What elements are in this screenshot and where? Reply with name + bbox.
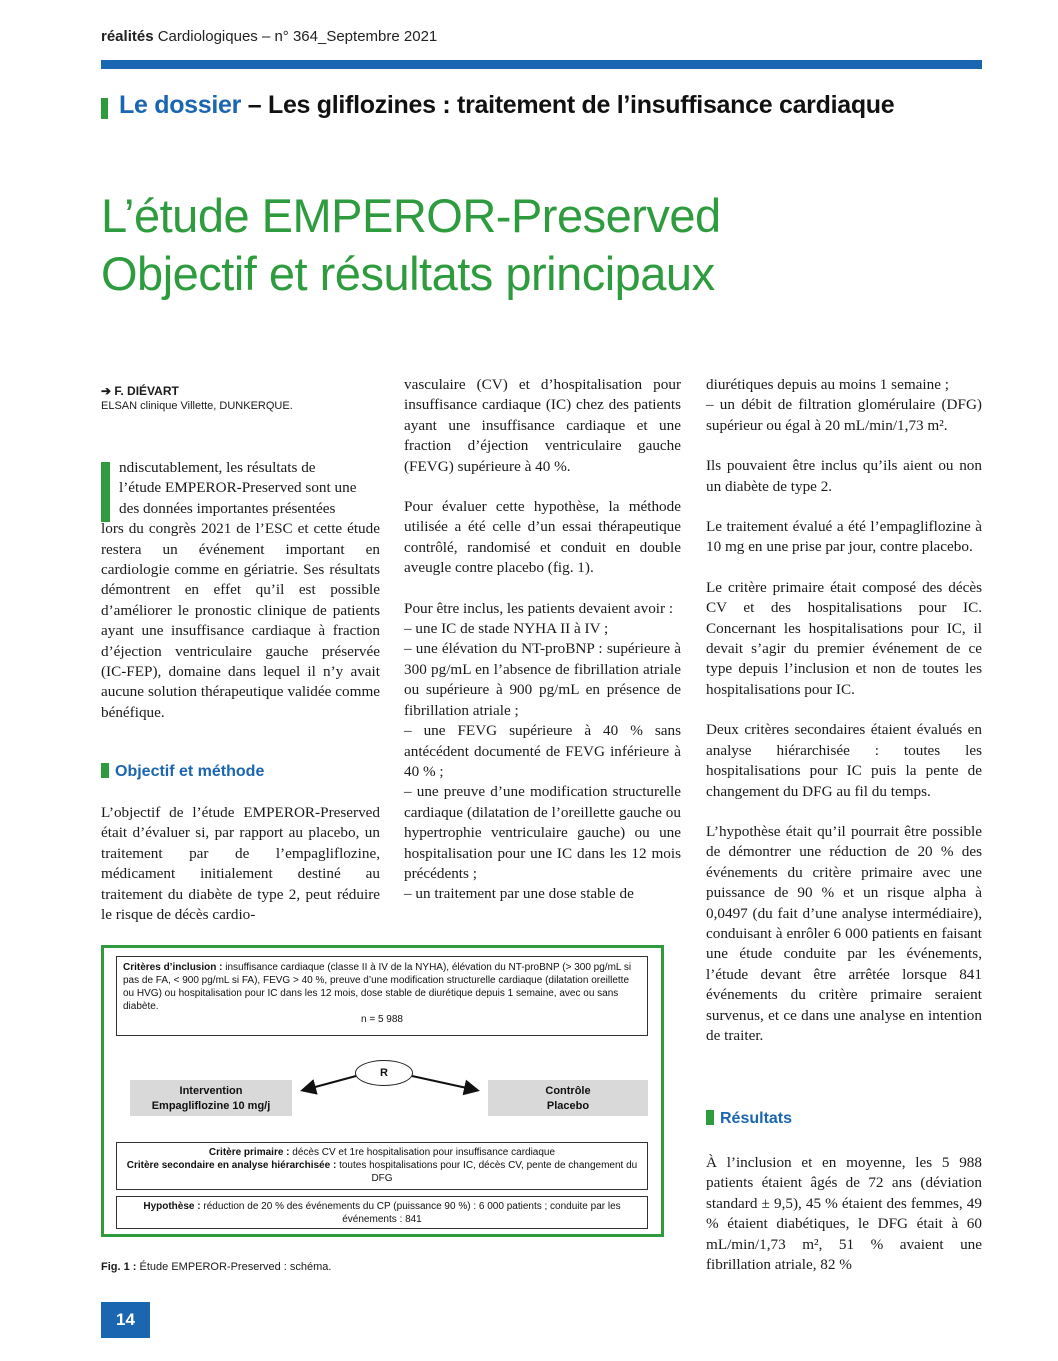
paragraph-primary-endpoint: Le critère primaire était composé des décès CV et des hospitalisations pour IC. Concernant les hospitalisations pour IC, il devait s’agir du premier événement de ce type depuis l’inclusion et non de toutes les hospitalisations pour IC. — [706, 578, 982, 698]
control-arm — [488, 1080, 648, 1116]
primary-text: décès CV et 1re hospitalisation pour insuffisance cardiaque — [292, 1147, 556, 1158]
intervention-title: Intervention — [179, 1085, 243, 1097]
criterion-item: – une FEVG supérieure à 40 % sans antécédent documenté de FEVG inférieure à 40 % ; — [404, 722, 681, 780]
dossier-label: Le dossier — [119, 91, 242, 119]
intro-paragraph: lors du congrès 2021 de l’ESC et cette étude restera un événement important en cardiologie comme en gériatrie. Ses résultats démontrent en effet qu’il est possible d’améliorer le pronostic clinique de patients ayant une insuffisance cardiaque à fraction d’éjection ventriculaire gauche préservée (IC-FEP), domaine dans lequel il n’y avait aucune solution thérapeutique validée comme bénéfique. — [101, 520, 380, 721]
column-3 — [706, 375, 982, 1046]
sample-size: n = 5 988 — [361, 1014, 403, 1025]
dossier-heading — [119, 91, 894, 120]
criterion-item: – une élévation du NT-proBNP : supérieure à 300 pg/mL en l’absence de fibrillation atriale ou supérieure à 900 pg/mL en présence de fibrillation atriale ; — [404, 640, 681, 719]
paragraph-results: À l’inclusion et en moyenne, les 5 988 patients étaient âgés de 72 ans (déviation standard ± 9,5), 45 % étaient des femmes, 49 % étaient diabétiques, le DFG était à 60 mL/min/1,73 m², 51 % avaient une fibrillation atriale, 82 % — [706, 1154, 982, 1274]
article-title-line-1: L’étude EMPEROR-Preserved — [101, 189, 721, 242]
paragraph-inclusion-intro: Pour être inclus, les patients devaient avoir : — [404, 599, 674, 617]
page-number: 14 — [101, 1302, 150, 1338]
journal-header — [101, 28, 437, 45]
column-1 — [101, 458, 380, 723]
figure-caption — [101, 1261, 331, 1273]
paragraph-method: Pour évaluer cette hypothèse, la méthode utilisée a été celle d’un essai thérapeutique contrôlé, randomisé et conduit en double aveugle contre placebo (fig. 1). — [404, 498, 681, 577]
hypothesis-text: réduction de 20 % des événements du CP (puissance 90 %) : 6 000 patients ; conduite par les événements : 841 — [203, 1201, 621, 1225]
secondary-label: Critère secondaire en analyse hiérarchisée : — [126, 1160, 337, 1171]
control-drug: Placebo — [546, 1100, 590, 1112]
objectif-paragraph: L’objectif de l’étude EMPEROR-Preserved était d’évaluer si, par rapport au placebo, un traitement par de l’empagliflozine, médicament initialement destiné au traitement du diabète de type 2, peut réduire le risque de décès cardio- — [101, 804, 380, 924]
column-2 — [404, 375, 681, 905]
intro-line-3: des données importantes présentées — [119, 499, 336, 517]
author-affiliation: ELSAN clinique Villette, DUNKERQUE. — [101, 400, 293, 412]
article-title-line-2: Objectif et résultats principaux — [101, 247, 715, 300]
dossier-title: – Les gliflozines : traitement de l’insuffisance cardiaque — [247, 91, 895, 119]
control-title: Contrôle — [545, 1085, 591, 1097]
paragraph-treatment: Le traitement évalué a été l’empagliflozine à 10 mg en une prise par jour, contre placebo. — [706, 518, 982, 556]
arrow-to-intervention — [304, 1076, 356, 1090]
heading-marker — [101, 763, 109, 778]
section-heading-resultats: Résultats — [706, 1110, 792, 1128]
intervention-arm — [130, 1080, 292, 1116]
intervention-drug: Empagliflozine 10 mg/j — [151, 1100, 271, 1112]
inclusion-label: Critères d’inclusion : — [123, 962, 223, 973]
paragraph-hypothesis-power: L’hypothèse était qu’il pourrait être possible de démontrer une réduction de 20 % des événements du critère primaire avec une puissance de 90 % et un risque alpha à 0,0497 (du fait d’une analyse intermédiaire), conduisant à enrôler 6 000 patients en faisant une étude conduite par les événements, l’étude devant être arrêtée lorsque 841 événements du critère primaire seraient survenus, et ce dans une analyse en intention de traiter. — [706, 822, 982, 1044]
author-name: ➔ F. DIÉVART — [101, 384, 179, 398]
randomization-node: R — [355, 1060, 413, 1086]
secondary-text: toutes hospitalisations pour IC, décès CV, pente de changement du DFG — [339, 1160, 638, 1184]
intro-line-1: ndiscutablement, les résultats de — [119, 459, 316, 476]
paragraph-diuretics: diurétiques depuis au moins 1 semaine ; — [706, 376, 949, 393]
paragraph-dfg: – un débit de filtration glomérulaire (DFG) supérieur ou égal à 20 mL/min/1,73 m². — [706, 396, 982, 434]
figure-inclusion-box — [116, 956, 648, 1036]
column-3-resultats — [706, 1153, 982, 1275]
journal-brand: réalités — [101, 28, 154, 45]
paragraph-diabetes: Ils pouvaient être inclus qu’ils aient ou non un diabète de type 2. — [706, 457, 982, 495]
figure-hypothesis-box — [116, 1196, 648, 1229]
heading-marker — [706, 1110, 714, 1125]
column-1-objectif — [101, 803, 380, 925]
criterion-item: – une IC de stade NYHA II à IV ; — [404, 620, 609, 638]
paragraph-hypothesis: vasculaire (CV) et d’hospitalisation pour insuffisance cardiaque (IC) chez des patients ayant une insuffisance cardiaque et une fraction d’éjection ventriculaire gauche (FEVG) supérieure à 40 %. — [404, 376, 681, 475]
section-heading-objectif: Objectif et méthode — [101, 763, 264, 781]
intro-line-2: l’étude EMPEROR-Preserved sont une — [119, 479, 357, 497]
header-rule — [101, 60, 982, 69]
caption-label: Fig. 1 : — [101, 1261, 137, 1273]
primary-label: Critère primaire : — [208, 1147, 290, 1158]
dossier-marker — [101, 98, 108, 119]
arrow-to-control — [412, 1076, 476, 1090]
criterion-item: – un traitement par une dose stable de — [404, 885, 634, 903]
criterion-item: – une preuve d’une modification structurelle cardiaque (dilatation de l’oreillette gauche ou hypertrophie ventriculaire gauche) ou une hospitalisation pour une IC dans les 12 mois précédents ; — [404, 783, 681, 882]
paragraph-secondary-endpoints: Deux critères secondaires étaient évalués en analyse hiérarchisée : toutes les hospitalisations pour IC puis la pente de changement du DFG au fil du temps. — [706, 721, 982, 800]
journal-issue: Cardiologiques – n° 364_Septembre 2021 — [157, 28, 438, 45]
caption-text: Étude EMPEROR-Preserved : schéma. — [139, 1261, 332, 1273]
inclusion-text: insuffisance cardiaque (classe II à IV de la NYHA), élévation du NT-proBNP (> 300 pg/mL si pas de FA, < 900 pg/mL si FA), FEVG > 40 %, preuve d’une modification structurelle cardiaque (dilatation oreillette ou HVG) ou hospitalisation pour IC dans les 12 mois, dose stable de diurétique depuis 1 semaine, avec ou sans diabète. — [123, 962, 632, 1012]
hypothesis-label: Hypothèse : — [143, 1201, 201, 1212]
figure-endpoints-box — [116, 1142, 648, 1190]
